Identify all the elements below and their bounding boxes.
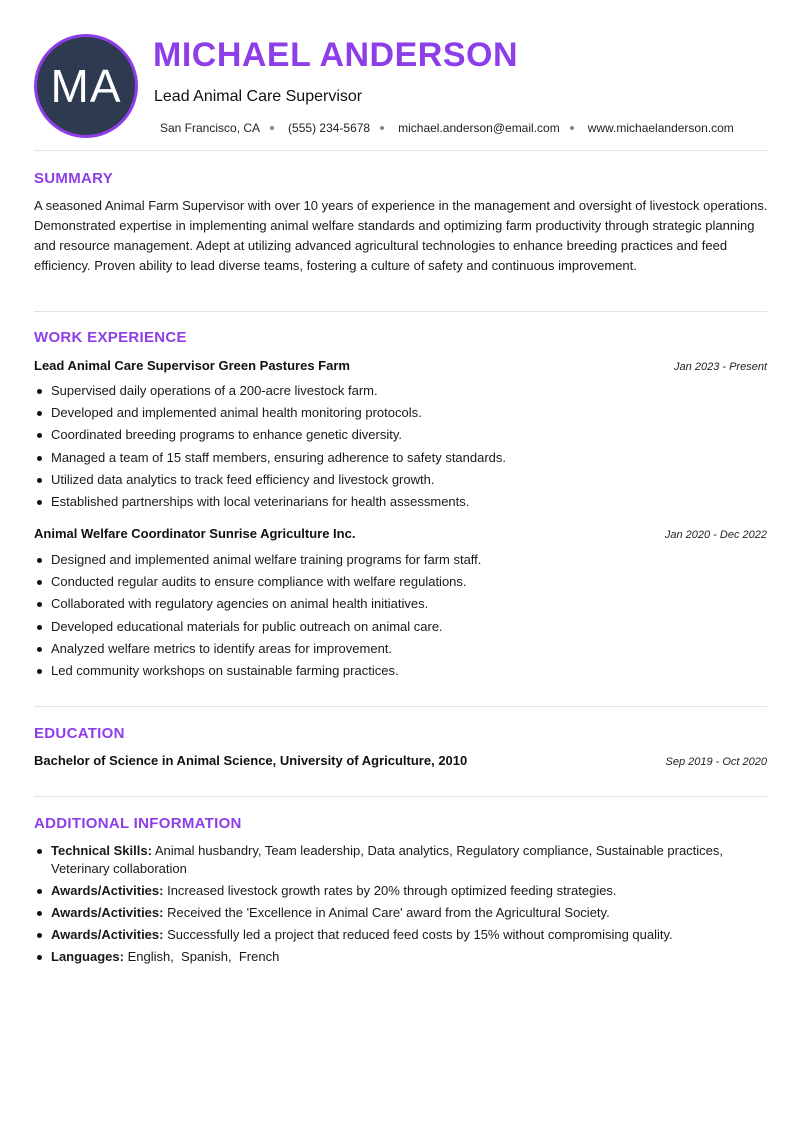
job-role: Lead Animal Care Supervisor Green Pastures Farm xyxy=(34,358,350,373)
job-header xyxy=(34,358,767,373)
info-value: Successfully led a project that reduced feed costs by 15% without compromising quality. xyxy=(163,927,673,942)
experience-heading: WORK EXPERIENCE xyxy=(34,329,187,346)
education-date: Sep 2019 - Oct 2020 xyxy=(665,756,767,768)
job-date: Jan 2023 - Present xyxy=(674,361,767,373)
separator-dot-icon xyxy=(270,126,274,130)
info-value: Animal husbandry, Team leadership, Data analytics, Regulatory compliance, Sustainable practices, Veterinary collaboration xyxy=(51,843,724,876)
job-bullets xyxy=(34,380,767,513)
info-key: Awards/Activities: xyxy=(51,905,164,920)
divider xyxy=(34,706,767,707)
info-key: Technical Skills: xyxy=(51,843,152,858)
info-key: Languages: xyxy=(51,949,124,964)
list-item: Utilized data analytics to track feed efficiency and livestock growth. xyxy=(34,469,767,491)
avatar-initials: MA xyxy=(50,60,122,112)
list-item: Developed and implemented animal health monitoring protocols. xyxy=(34,402,767,424)
candidate-name: MICHAEL ANDERSON xyxy=(153,36,519,74)
avatar xyxy=(34,34,138,138)
list-item: Designed and implemented animal welfare training programs for farm staff. xyxy=(34,549,767,571)
list-item: Conducted regular audits to ensure compliance with welfare regulations. xyxy=(34,571,767,593)
contact-email[interactable]: michael.anderson@email.com xyxy=(398,121,560,135)
education-row xyxy=(34,753,767,768)
separator-dot-icon xyxy=(380,126,384,130)
summary-heading: SUMMARY xyxy=(34,170,114,187)
education-degree: Bachelor of Science in Animal Science, University of Agriculture, 2010 xyxy=(34,753,468,768)
info-key: Awards/Activities: xyxy=(51,927,164,942)
contact-phone: (555) 234-5678 xyxy=(288,121,371,135)
additional-heading: ADDITIONAL INFORMATION xyxy=(34,815,242,832)
info-value: English, Spanish, French xyxy=(123,949,280,964)
job-date: Jan 2020 - Dec 2022 xyxy=(664,529,767,541)
job-bullets xyxy=(34,549,767,682)
list-item xyxy=(34,842,767,878)
list-item: Coordinated breeding programs to enhance genetic diversity. xyxy=(34,424,767,446)
list-item: Established partnerships with local veterinarians for health assessments. xyxy=(34,491,767,513)
candidate-title: Lead Animal Care Supervisor xyxy=(154,88,363,105)
divider xyxy=(34,311,767,312)
info-value: Received the 'Excellence in Animal Care' award from the Agricultural Society. xyxy=(163,905,610,920)
list-item: Managed a team of 15 staff members, ensuring adherence to safety standards. xyxy=(34,447,767,469)
summary-text: A seasoned Animal Farm Supervisor with over 10 years of experience in the management and oversight of livestock operations. Demonstrated expertise in implementing animal welfare standards and optimizing farm productivity through strategic planning and resource management. Adept at utilizing advanced agricultural technologies to enhance breeding practices and feed efficiency. Proven ability to lead diverse teams, fostering a culture of safety and continuous improvement. xyxy=(34,198,768,273)
list-item: Supervised daily operations of a 200-acre livestock farm. xyxy=(34,380,767,402)
info-key: Awards/Activities: xyxy=(51,883,164,898)
divider xyxy=(34,150,767,151)
education-heading: EDUCATION xyxy=(34,725,125,742)
list-item xyxy=(34,948,767,966)
contact-location: San Francisco, CA xyxy=(160,121,261,135)
list-item xyxy=(34,904,767,922)
info-value: Increased livestock growth rates by 20% through optimized feeding strategies. xyxy=(163,883,617,898)
list-item xyxy=(34,882,767,900)
job-header xyxy=(34,526,767,541)
list-item xyxy=(34,926,767,944)
list-item: Collaborated with regulatory agencies on animal health initiatives. xyxy=(34,593,767,615)
separator-dot-icon xyxy=(570,126,574,130)
list-item: Analyzed welfare metrics to identify areas for improvement. xyxy=(34,638,767,660)
additional-list xyxy=(34,842,767,970)
job-role: Animal Welfare Coordinator Sunrise Agriculture Inc. xyxy=(34,526,356,541)
list-item: Led community workshops on sustainable farming practices. xyxy=(34,660,767,682)
list-item: Developed educational materials for public outreach on animal care. xyxy=(34,616,767,638)
divider xyxy=(34,796,767,797)
contact-line xyxy=(160,121,734,135)
contact-website[interactable]: www.michaelanderson.com xyxy=(587,121,734,135)
